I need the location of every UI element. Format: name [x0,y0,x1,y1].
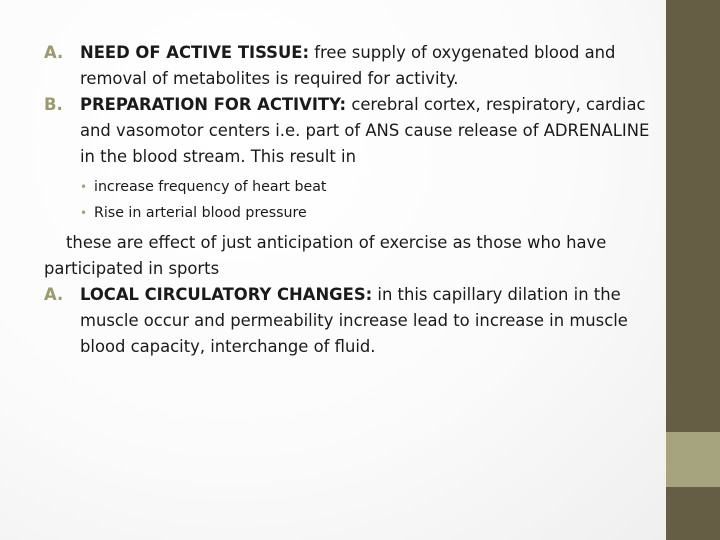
item-text: free supply of oxygenated blood and removal of metabolites is required for activity. [80,43,616,88]
item-heading: LOCAL CIRCULATORY CHANGES: [80,285,373,304]
sub-bullet-text: Rise in arterial blood pressure [94,205,307,221]
item-heading: PREPARATION FOR ACTIVITY: [80,95,347,114]
item-heading: NEED OF ACTIVE TISSUE: [80,43,310,62]
bullet-dot-icon: • [80,180,88,194]
anticipation-paragraph: these are effect of just anticipation of exercise as those who have participated in sports [44,233,607,278]
list-marker: B. [44,95,63,114]
sub-bullet-text: increase frequency of heart beat [94,179,327,195]
item-text: cerebral cortex, respiratory, cardiac and vasomotor centers i.e. part of ANS cause release of ADRENALINE in the blood stream. This result in [80,95,650,166]
list-item-local-circulatory-changes [44,282,654,360]
sidebar-accent-dark-top [666,0,720,432]
sub-bullet-item [44,174,654,200]
list-item-preparation-for-activity [44,92,654,170]
sub-bullet-list [44,174,654,226]
item-text: in this capillary dilation in the muscle occur and permeability increase lead to increase in muscle blood capacity, interchange of fluid. [80,285,628,356]
list-item-need-of-active-tissue [44,40,654,92]
bullet-dot-icon: • [80,206,88,220]
sub-bullet-item [44,200,654,226]
sidebar-accent-dark-bottom [666,487,720,540]
slide-content [44,40,654,360]
sidebar-accent-olive [666,432,720,487]
list-marker: A. [44,43,64,62]
list-marker: A. [44,285,64,304]
